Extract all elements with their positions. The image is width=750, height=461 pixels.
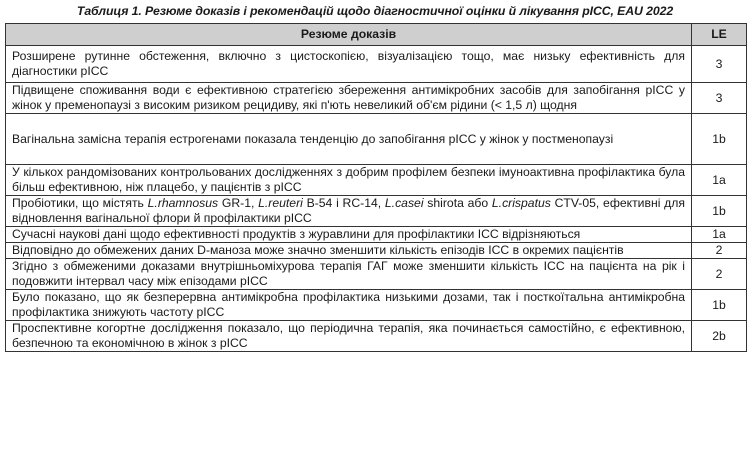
header-summary: Резюме доказів xyxy=(6,24,692,46)
table-row xyxy=(6,259,747,290)
summary-text: Було показано, що як безперервна антимікробна профілактика низькими дозами, так і посткоїтальна антимікробна профілактика знижують частоту рІСС xyxy=(12,290,685,319)
summary-text: Підвищене споживання води є ефективною стратегією збереження антимікробних засобів для запобігання рІСС у жінок у пременопаузі з високим ризиком рецидиву, які п'ють невеликий об'єм рідини (< 1,5 л) щодня xyxy=(12,83,685,112)
le-cell: 3 xyxy=(692,46,747,83)
le-cell: 2 xyxy=(692,243,747,259)
text-segment: CTV-05, ефективні для відновлення вагінальної флори й профілактики рІСС xyxy=(12,196,685,225)
summary-cell xyxy=(6,196,692,227)
le-cell: 1b xyxy=(692,290,747,321)
summary-cell xyxy=(6,243,692,259)
text-segment: B-54 і RC-14, xyxy=(302,196,385,210)
summary-text: Відповідно до обмежених даних D-маноза може значно зменшити кількість епізодів ІСС в окремих пацієнтів xyxy=(12,243,624,257)
le-cell: 2 xyxy=(692,259,747,290)
summary-cell xyxy=(6,46,692,83)
summary-cell xyxy=(6,165,692,196)
table-row xyxy=(6,46,747,83)
table-row xyxy=(6,165,747,196)
summary-cell xyxy=(6,290,692,321)
header-le: LE xyxy=(692,24,747,46)
italic-species: L.casei xyxy=(384,196,424,210)
table-row xyxy=(6,196,747,227)
summary-text: Сучасні наукові дані щодо ефективності продуктів з журавлини для профілактики ІСС відрізняються xyxy=(12,227,581,241)
table-row xyxy=(6,83,747,114)
summary-cell xyxy=(6,259,692,290)
table-row xyxy=(6,321,747,352)
le-cell: 1a xyxy=(692,165,747,196)
text-segment: shirota або xyxy=(423,196,492,210)
italic-species: L.crispatus xyxy=(491,196,551,210)
text-segment: Пробіотики, що містять xyxy=(12,196,148,210)
summary-text: Проспективне когортне дослідження показало, що періодична терапія, яка починається самостійно, є ефективною, безпечною та економічною в жінок з рІСС xyxy=(12,321,685,350)
italic-species: L.rhamnosus xyxy=(147,196,219,210)
text-segment: GR-1, xyxy=(218,196,259,210)
summary-cell xyxy=(6,227,692,243)
italic-species: L.reuteri xyxy=(258,196,303,210)
table-row xyxy=(6,114,747,165)
le-cell: 1a xyxy=(692,227,747,243)
summary-cell xyxy=(6,83,692,114)
le-cell: 2b xyxy=(692,321,747,352)
summary-text: Згідно з обмеженими доказами внутрішньоміхурова терапія ГАГ може зменшити кількість ІСС на пацієнта на рік і подовжити інтервал часу між епізодами рІСС xyxy=(12,259,685,288)
table-row xyxy=(6,243,747,259)
summary-text: У кількох рандомізованих контрольованих дослідженнях з добрим профілем безпеки імуноактивна профілактика була більш ефективною, ніж плацебо, у пацієнтів з рІСС xyxy=(12,165,685,194)
table-row xyxy=(6,227,747,243)
table-header-row xyxy=(6,24,747,46)
summary-text: Вагінальна замісна терапія естрогенами показала тенденцію до запобігання рІСС у жінок у постменопаузі xyxy=(12,131,614,146)
summary-cell xyxy=(6,321,692,352)
summary-text: Розширене рутинне обстеження, включно з цистоскопією, візуалізацією тощо, має низьку ефективність для діагностики рІСС xyxy=(12,49,685,78)
le-cell: 1b xyxy=(692,114,747,165)
summary-cell xyxy=(6,114,692,165)
table-caption: Таблиця 1. Резюме доказів і рекомендацій щодо діагностичної оцінки й лікування рІСС, EAU 2022 xyxy=(76,4,674,18)
evidence-table xyxy=(5,23,747,352)
le-cell: 3 xyxy=(692,83,747,114)
le-cell: 1b xyxy=(692,196,747,227)
summary-text-probiotics xyxy=(12,196,685,226)
table-row xyxy=(6,290,747,321)
